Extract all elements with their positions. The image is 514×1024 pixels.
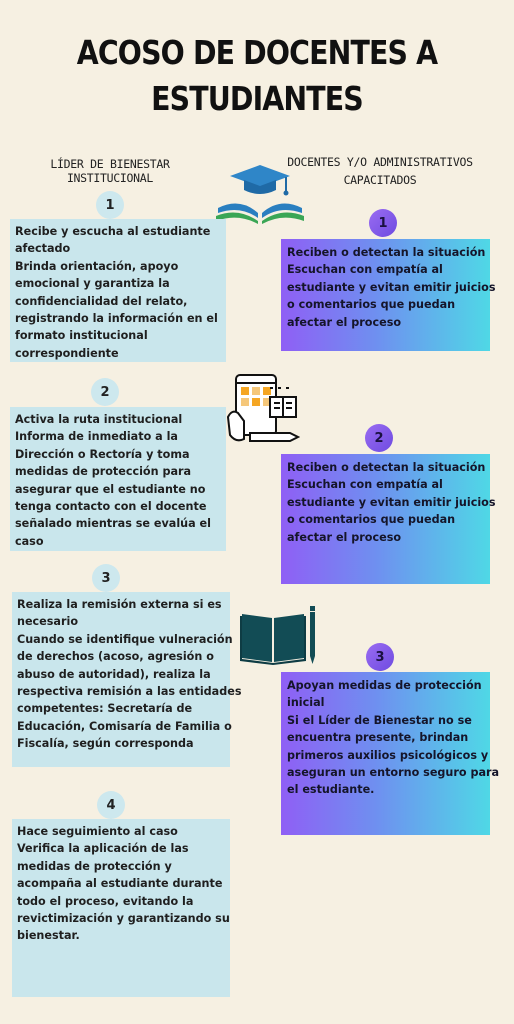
- right-step-1-card: [281, 239, 496, 351]
- left-step-3-line: Fiscalía, según corresponda: [17, 737, 194, 751]
- left-step-3-line: abuso de autoridad), realiza la: [17, 667, 211, 681]
- right-step-1-line: Reciben o detectan la situación: [287, 246, 486, 259]
- left-step-2-line: tenga contacto con el docente: [15, 500, 207, 514]
- book-pencil-icon: [238, 604, 322, 666]
- left-step-4-line: Hace seguimiento al caso: [17, 825, 178, 838]
- left-step-1-line: formato institucional: [15, 329, 148, 343]
- left-step-2-card: [10, 407, 226, 551]
- tablet-hand-icon: [226, 373, 300, 449]
- right-step-2-line: estudiante y evitan emitir juicios: [287, 495, 496, 509]
- left-step-4-line: bienestar.: [17, 929, 80, 943]
- left-step-1-line: correspondiente: [15, 346, 119, 360]
- left-step-2-line: señalado mientras se evalúa el: [15, 517, 211, 531]
- right-step-1-line: afectar el proceso: [287, 315, 402, 329]
- left-step-1-line: Recibe y escucha al estudiante: [15, 225, 211, 238]
- title-line-1: ACOSO DE DOCENTES A: [76, 33, 438, 72]
- right-step-3-card: [281, 672, 500, 835]
- left-step-3-card: [12, 592, 242, 767]
- left-step-4-badge: 4: [97, 791, 125, 819]
- left-step-4-line: medidas de protección y: [17, 859, 172, 873]
- left-step-2-line: Dirección o Rectoría y toma: [15, 447, 190, 461]
- left-step-4-card: [12, 819, 230, 997]
- right-step-3-line: inicial: [287, 696, 325, 710]
- left-step-1-line: registrando la información en el: [15, 312, 218, 326]
- right-step-2-line: o comentarios que puedan: [287, 513, 456, 527]
- left-step-4-line: todo el proceso, evitando la: [17, 894, 194, 908]
- left-step-1-card: [10, 219, 226, 362]
- title-line-2: ESTUDIANTES: [151, 79, 363, 118]
- left-step-3-line: competentes: Secretaría de: [17, 702, 193, 716]
- right-step-1-badge: 1: [369, 209, 397, 237]
- left-step-1-badge: 1: [96, 191, 124, 219]
- right-header-line-1: DOCENTES Y/O ADMINISTRATIVOS: [287, 155, 473, 169]
- right-step-3-line: Apoyan medidas de protección: [287, 679, 482, 692]
- right-step-3-line: encuentra presente, brindan: [287, 731, 469, 745]
- left-step-4-line: revictimización y garantizando su: [17, 912, 230, 926]
- right-step-1-line: estudiante y evitan emitir juicios: [287, 280, 496, 294]
- left-step-3-line: Realiza la remisión externa si es: [17, 598, 222, 611]
- left-step-2-badge: 2: [91, 378, 119, 406]
- right-step-3-line: el estudiante.: [287, 783, 375, 797]
- right-step-2-line: afectar el proceso: [287, 530, 402, 544]
- left-step-4-line: Verifica la aplicación de las: [17, 842, 189, 856]
- left-step-3-badge: 3: [92, 564, 120, 592]
- left-step-3-line: necesario: [17, 615, 79, 629]
- left-step-2-line: medidas de protección para: [15, 465, 192, 479]
- left-step-3-line: de derechos (acoso, agresión o: [17, 650, 214, 664]
- right-column-header: [285, 153, 475, 189]
- right-step-1-line: o comentarios que puedan: [287, 298, 456, 312]
- left-column-header: LÍDER DE BIENESTAR INSTITUCIONAL: [50, 157, 170, 185]
- right-step-3-line: primeros auxilios psicológicos y: [287, 748, 489, 762]
- right-header-line-2: CAPACITADOS: [343, 173, 417, 187]
- left-step-4-line: acompaña al estudiante durante: [17, 877, 223, 891]
- left-step-1-line: emocional y garantiza la: [15, 277, 170, 291]
- left-step-2-line: Informa de inmediato a la: [15, 430, 178, 444]
- left-step-1-line: afectado: [15, 242, 71, 256]
- right-step-2-card: [281, 454, 496, 584]
- left-step-2-line: caso: [15, 534, 44, 548]
- right-step-3-badge: 3: [366, 643, 394, 671]
- left-step-3-line: Educación, Comisaría de Familia o: [17, 719, 232, 733]
- left-step-2-line: asegurar que el estudiante no: [15, 482, 206, 496]
- left-step-3-line: respectiva remisión a las entidades: [17, 685, 242, 699]
- right-step-2-line: Reciben o detectan la situación: [287, 461, 486, 474]
- right-step-3-line: Si el Líder de Bienestar no se: [287, 713, 472, 727]
- graduation-cap-books-icon: [214, 163, 306, 225]
- right-step-1-line: Escuchan con empatía al: [287, 263, 443, 277]
- right-step-2-badge: 2: [365, 424, 393, 452]
- left-step-1-line: Brinda orientación, apoyo: [15, 259, 179, 273]
- page-title: [36, 30, 478, 122]
- left-step-3-line: Cuando se identifique vulneración: [17, 632, 233, 646]
- left-step-2-line: Activa la ruta institucional: [15, 413, 183, 426]
- left-step-1-line: confidencialidad del relato,: [15, 294, 188, 308]
- right-step-3-line: aseguran un entorno seguro para: [287, 766, 500, 780]
- right-step-2-line: Escuchan con empatía al: [287, 478, 443, 492]
